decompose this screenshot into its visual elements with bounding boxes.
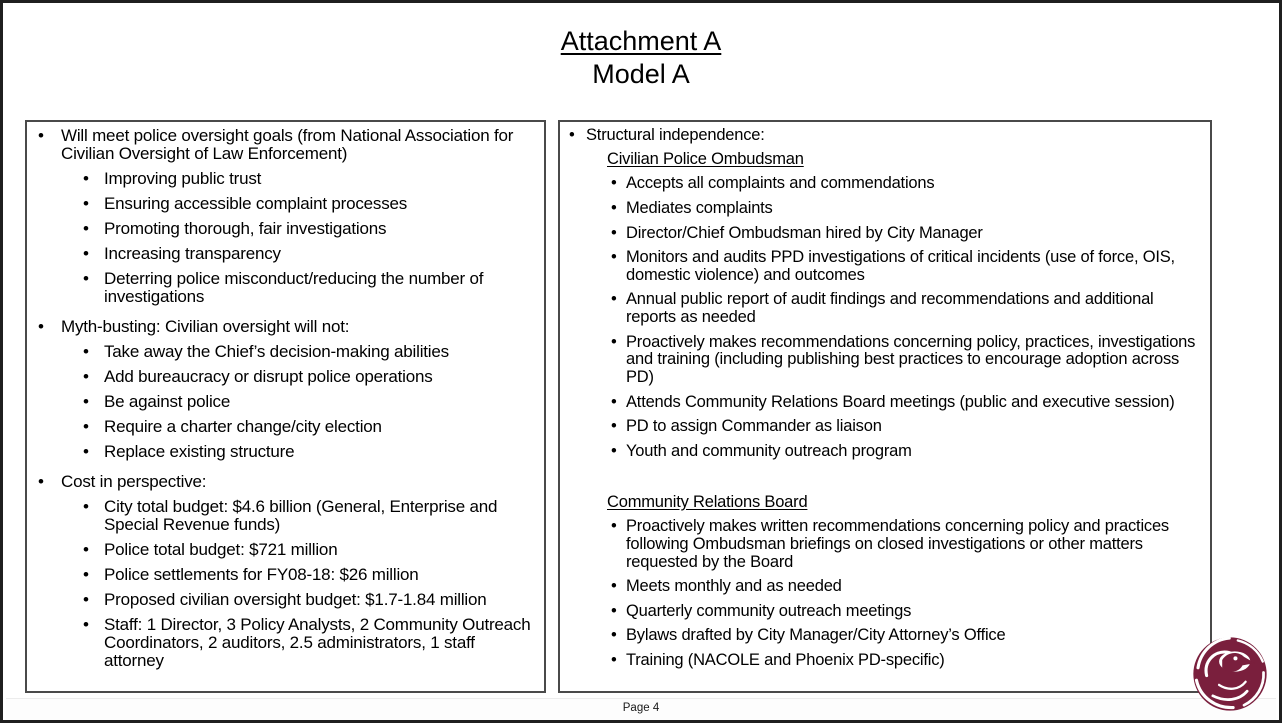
- blank-line: [560, 461, 1204, 488]
- bullet-text: Bylaws drafted by City Manager/City Attorney’s Office: [626, 626, 1006, 645]
- bullet-item-l2: [27, 245, 538, 263]
- bullet-glyph: •: [83, 392, 89, 412]
- bullet-glyph: •: [38, 472, 44, 492]
- bullet-item-l2: [560, 578, 1204, 596]
- bullet-glyph: •: [83, 497, 89, 517]
- bullet-item-l2: [27, 616, 538, 670]
- bullet-item-l2: [560, 225, 1204, 243]
- bullet-text: Cost in perspective:: [61, 472, 207, 492]
- bullet-text: Myth-busting: Civilian oversight will not:: [61, 317, 350, 337]
- bullet-glyph: •: [83, 194, 89, 214]
- bullet-text: Be against police: [104, 392, 231, 412]
- bullet-item-l2: [27, 418, 538, 436]
- bullet-text: Training (NACOLE and Phoenix PD-specific): [626, 651, 945, 670]
- bullet-text: Deterring police misconduct/reducing the number of investigations: [104, 269, 484, 307]
- bullet-text: Proactively makes recommendations concerning policy, practices, investigations and training (including publishing best practices to encourage adoption across PD): [626, 332, 1196, 387]
- bullet-item-l1: [560, 127, 1204, 145]
- bullet-text: Police total budget: $721 million: [104, 540, 338, 560]
- bullet-item-l2: [560, 518, 1204, 571]
- bullet-text: Youth and community outreach program: [626, 441, 912, 460]
- bullet-item-l2: [560, 249, 1204, 284]
- page-number: Page 4: [622, 702, 660, 714]
- bullet-text: Mediates complaints: [626, 198, 773, 217]
- bullet-text: Proposed civilian oversight budget: $1.7-1.84 million: [104, 590, 487, 610]
- bullet-glyph: •: [83, 269, 89, 289]
- bullet-item-l2: [560, 418, 1204, 436]
- bullet-text: Meets monthly and as needed: [626, 577, 842, 596]
- bullet-item-l2: [560, 394, 1204, 412]
- bullet-glyph: •: [611, 626, 617, 645]
- bullet-glyph: •: [83, 219, 89, 239]
- bullet-text: Proactively makes written recommendations concerning policy and practices following Ombudsman briefings on closed investigations or other matters requested by the Board: [626, 517, 1169, 571]
- bullet-glyph: •: [83, 565, 89, 585]
- bullet-text: Structural independence:: [586, 126, 765, 144]
- bullet-item-l2: [27, 393, 538, 411]
- bullet-item-l2: [560, 175, 1204, 193]
- bullet-glyph: •: [611, 223, 617, 242]
- bullet-glyph: •: [83, 590, 89, 610]
- bullet-item-l2: [27, 220, 538, 238]
- bullet-glyph: •: [611, 441, 617, 460]
- bullet-item-l2: [27, 591, 538, 609]
- logo-bird-eye: [1233, 656, 1237, 660]
- bullet-item-l2: [560, 627, 1204, 645]
- bullet-glyph: •: [38, 317, 44, 337]
- bullet-glyph: •: [611, 248, 617, 267]
- bullet-item-l1: [27, 318, 538, 336]
- bullet-text: Increasing transparency: [104, 244, 281, 264]
- left-text-box: [25, 120, 546, 693]
- bullet-text: Will meet police oversight goals (from National Association for Civilian Oversight of Law Enforcement): [61, 126, 514, 164]
- bullet-text: Director/Chief Ombudsman hired by City Manager: [626, 223, 983, 242]
- bullet-item-l2: [27, 498, 538, 534]
- bullet-item-l2: [27, 541, 538, 559]
- bullet-text: Improving public trust: [104, 169, 262, 189]
- bullet-text: Replace existing structure: [104, 442, 295, 462]
- bullet-glyph: •: [83, 342, 89, 362]
- bullet-text: Accepts all complaints and commendations: [626, 174, 935, 193]
- bullet-text: Attends Community Relations Board meetings (public and executive session): [626, 392, 1175, 411]
- bullet-item-l2: [27, 343, 538, 361]
- title-block: [3, 25, 1279, 91]
- bullet-glyph: •: [611, 198, 617, 217]
- bullet-text: Take away the Chief’s decision-making abilities: [104, 342, 449, 362]
- bullet-item-l2: [27, 443, 538, 461]
- bullet-glyph: •: [611, 392, 617, 411]
- bullet-item-l2: [560, 603, 1204, 621]
- bullet-glyph: •: [611, 651, 617, 670]
- bullet-text: Add bureaucracy or disrupt police operations: [104, 367, 433, 387]
- bullet-item-l2: [560, 291, 1204, 326]
- bullet-glyph: •: [83, 244, 89, 264]
- bullet-text: Ensuring accessible complaint processes: [104, 194, 408, 214]
- page-subtitle: Model A: [592, 59, 690, 89]
- bullet-text: Staff: 1 Director, 3 Policy Analysts, 2 Community Outreach Coordinators, 2 auditors, 2.5 administrators, 1 staff attorney: [104, 615, 531, 671]
- bullet-text: Quarterly community outreach meetings: [626, 601, 912, 620]
- bullet-text: Annual public report of audit findings and recommendations and additional reports as needed: [626, 290, 1154, 327]
- bullet-glyph: •: [611, 417, 617, 436]
- bullet-item-l2: [560, 200, 1204, 218]
- bullet-item-l1: [27, 127, 538, 163]
- bullet-glyph: •: [83, 442, 89, 462]
- bullet-text: Police settlements for FY08-18: $26 million: [104, 565, 419, 585]
- section-heading: Civilian Police Ombudsman: [607, 149, 804, 168]
- bullet-item-l2: [27, 368, 538, 386]
- bullet-text: Promoting thorough, fair investigations: [104, 219, 387, 239]
- bullet-item-l2: [560, 443, 1204, 461]
- bullet-glyph: •: [83, 615, 89, 635]
- section-heading: Community Relations Board: [607, 492, 808, 511]
- bullet-text: City total budget: $4.6 billion (General, Enterprise and Special Revenue funds): [104, 497, 498, 535]
- bullet-glyph: •: [83, 169, 89, 189]
- bullet-text: Require a charter change/city election: [104, 417, 382, 437]
- bullet-item-l2: [27, 170, 538, 188]
- bullet-glyph: •: [611, 174, 617, 193]
- bullet-item-l2: [560, 652, 1204, 670]
- bullet-glyph: •: [611, 517, 617, 536]
- bullet-glyph: •: [611, 601, 617, 620]
- bullet-text: PD to assign Commander as liaison: [626, 417, 882, 436]
- bullet-item-l2: [27, 270, 538, 306]
- bullet-glyph: •: [38, 126, 44, 145]
- bullet-glyph: •: [611, 290, 617, 309]
- bullet-glyph: •: [611, 332, 617, 351]
- bullet-glyph: •: [611, 577, 617, 596]
- bullet-glyph: •: [83, 540, 89, 560]
- bullet-glyph: •: [83, 417, 89, 437]
- right-text-box: [558, 120, 1212, 693]
- page-title: Attachment A: [560, 26, 722, 56]
- bullet-glyph: •: [83, 367, 89, 387]
- bullet-item-l2: [560, 334, 1204, 387]
- phoenix-bird-logo: [1191, 635, 1269, 713]
- bullet-glyph: •: [569, 126, 575, 144]
- bullet-item-l2: [27, 566, 538, 584]
- bullet-text: Monitors and audits PPD investigations of critical incidents (use of force, OIS, domestic violence) and outcomes: [626, 248, 1175, 284]
- bullet-item-l2: [27, 195, 538, 213]
- bullet-item-l1: [27, 473, 538, 491]
